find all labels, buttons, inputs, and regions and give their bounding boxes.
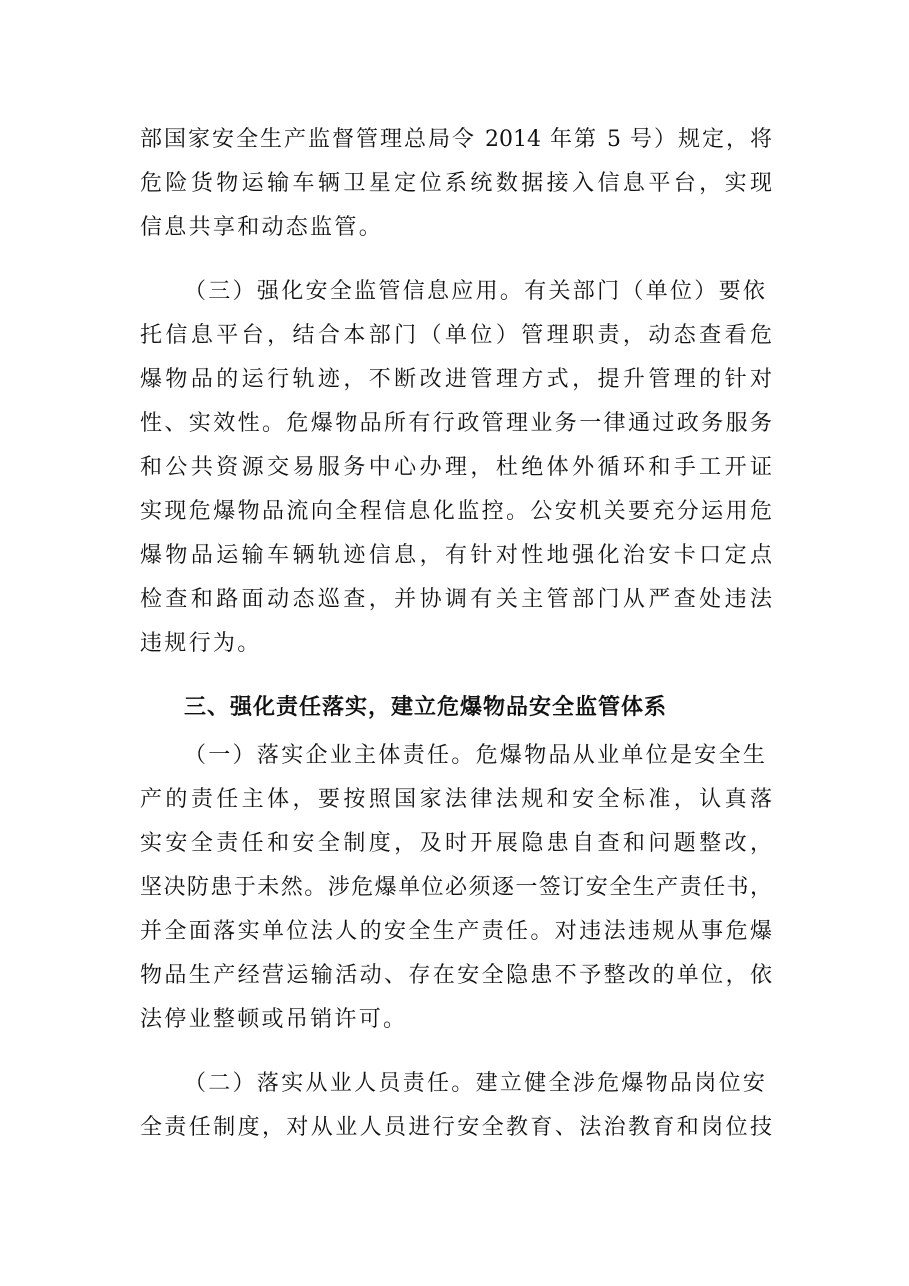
text-line: 产的责任主体，要按照国家法律法规和安全标准，认真落 — [140, 787, 772, 812]
text-line: 并全面落实单位法人的安全生产责任。对违法违规从事危爆 — [140, 919, 772, 944]
text-line: 部国家安全生产监督管理总局令 2014 年第 5 号）规定，将 — [140, 127, 772, 152]
text-line: 托信息平台，结合本部门（单位）管理职责，动态查看危 — [140, 323, 772, 348]
text-line: 信息共享和动态监管。 — [140, 215, 384, 240]
text-line: 和公共资源交易服务中心办理，杜绝体外循环和手工开证 — [140, 455, 772, 480]
text-line: 全责任制度，对从业人员进行安全教育、法治教育和岗位技 — [140, 1115, 772, 1140]
text-line: 危险货物运输车辆卫星定位系统数据接入信息平台，实现 — [140, 171, 772, 196]
text-line: （一）落实企业主体责任。危爆物品从业单位是安全生 — [184, 743, 768, 768]
text-line: 违规行为。 — [140, 631, 262, 656]
text-line: 法停业整顿或吊销许可。 — [140, 1007, 408, 1032]
text-line: （三）强化安全监管信息应用。有关部门（单位）要依 — [184, 279, 768, 304]
text-line: 爆物品的运行轨迹，不断改进管理方式，提升管理的针对 — [140, 367, 772, 392]
text-line: 实现危爆物品流向全程信息化监控。公安机关要充分运用危 — [140, 499, 772, 524]
text-line: 检查和路面动态巡查，并协调有关主管部门从严查处违法 — [140, 587, 772, 612]
text-line: 性、实效性。危爆物品所有行政管理业务一律通过政务服务 — [140, 411, 772, 436]
text-line: 坚决防患于未然。涉危爆单位必须逐一签订安全生产责任书， — [140, 875, 772, 900]
text-line: （二）落实从业人员责任。建立健全涉危爆物品岗位安 — [184, 1071, 768, 1096]
section-heading: 三、强化责任落实，建立危爆物品安全监管体系 — [184, 695, 668, 720]
text-line: 实安全责任和安全制度，及时开展隐患自查和问题整改， — [140, 831, 772, 856]
text-line: 物品生产经营运输活动、存在安全隐患不予整改的单位，依 — [140, 963, 772, 988]
text-line: 爆物品运输车辆轨迹信息，有针对性地强化治安卡口定点 — [140, 543, 772, 568]
